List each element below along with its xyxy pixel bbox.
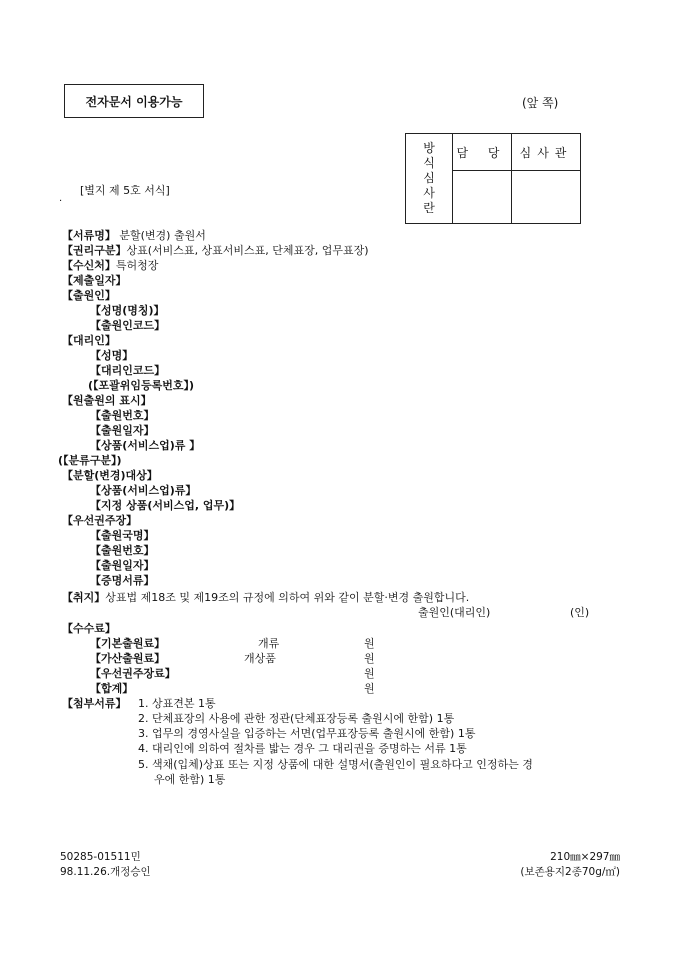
field-right-class: 【권리구분】상표(서비스표, 상표서비스표, 단체표장, 업무표장) [62,244,369,257]
stamp-officer-cell [453,171,512,224]
field-doc-type: 【서류명】 분할(변경) 출원서 [62,229,206,242]
field-orig-goods: 【상품(서비스업)류 】 [90,439,201,452]
attachments-label: 【첨부서류】 [62,697,127,710]
field-division-target: 【분할(변경)대상】 [62,469,158,482]
field-prio-date: 【출원일자】 [90,559,155,572]
e-document-badge: 전자문서 이용가능 [64,84,204,118]
field-orig-app-date: 【출원일자】 [90,424,155,437]
field-orig-app-no: 【출원번호】 [90,409,155,422]
fees-label: 【수수료】 [62,622,116,635]
field-division-class: (【분류구분】) [58,454,122,467]
footer-paper-size: 210㎜×297㎜ [550,851,620,863]
field-purpose: 【취지】상표법 제18조 및 제19조의 규정에 의하여 위와 같이 분할·변경 출원합니다. [62,591,470,604]
field-prio-country: 【출원국명】 [90,529,155,542]
stamp-col-officer: 담 당 [453,134,512,171]
field-orig-app: 【원출원의 표시】 [62,394,152,407]
fee-priority-name: 【우선권주장료】 [90,667,176,680]
field-prio-proof: 【증명서류】 [90,574,155,587]
footer-paper-type: (보존용지2종70g/㎡) [520,866,620,878]
attachment-item: 5. 색채(입체)상표 또는 지정 상품에 대한 설명서(출원인이 필요하다고 인정하는 경 [138,758,533,771]
field-prio-no: 【출원번호】 [90,544,155,557]
stamp-examiner-cell [512,171,581,224]
fee-basic-name: 【기본출원료】 [90,637,166,650]
fee-extra-name: 【가산출원료】 [90,652,166,665]
field-div-goods: 【상품(서비스업)류】 [90,484,197,497]
attachment-item: 1. 상표견본 1통 [138,697,216,710]
field-submit-date: 【제출일자】 [62,274,127,287]
field-agent: 【대리인】 [62,334,116,347]
dot-mark: · [59,196,63,207]
field-applicant: 【출원인】 [62,289,116,302]
footer-approval: 98.11.26.개정승인 [60,866,151,878]
field-agent-blanket: (【포괄위임등록번호】) [88,379,195,392]
attachment-item: 2. 단체표장의 사용에 관한 정관(단체표장등록 출원시에 한함) 1통 [138,712,455,725]
attachment-item: 4. 대리인에 의하여 절차를 밟는 경우 그 대리권을 증명하는 서류 1통 [138,742,467,755]
fee-extra-unit: 개상품 [244,652,276,665]
field-seal: (인) [570,606,590,619]
review-stamp-vertical-label: 방 식 심 사 란 [406,134,453,224]
stamp-col-examiner: 심사관 [512,134,581,171]
attachment-item-cont: 우에 한함) 1통 [154,773,226,786]
field-applicant-code: 【출원인코드】 [90,319,166,332]
field-agent-name: 【성명】 [90,349,134,362]
field-agent-code: 【대리인코드】 [90,364,166,377]
fee-basic-unit: 개류 [258,637,280,650]
fee-total-name: 【합계】 [90,682,134,695]
field-signer: 출원인(대리인) [418,606,491,619]
front-side-label: (앞 쪽) [522,96,559,110]
review-stamp-box [405,133,581,224]
field-recipient: 【수신처】특허청장 [62,259,159,272]
field-applicant-name: 【성명(명칭)】 [90,304,165,317]
field-priority: 【우선권주장】 [62,514,138,527]
form-number: [별지 제 5호 서식] [80,184,170,197]
fee-total-won: 원 [364,682,375,695]
fee-extra-won: 원 [364,652,375,665]
attachment-item: 3. 업무의 경영사실을 입증하는 서면(업무표장등록 출원시에 한함) 1통 [138,727,476,740]
fee-priority-won: 원 [364,667,375,680]
footer-form-code: 50285-01511민 [60,851,141,863]
fee-basic-won: 원 [364,637,375,650]
field-div-designated: 【지정 상품(서비스업, 업무)】 [90,499,241,512]
